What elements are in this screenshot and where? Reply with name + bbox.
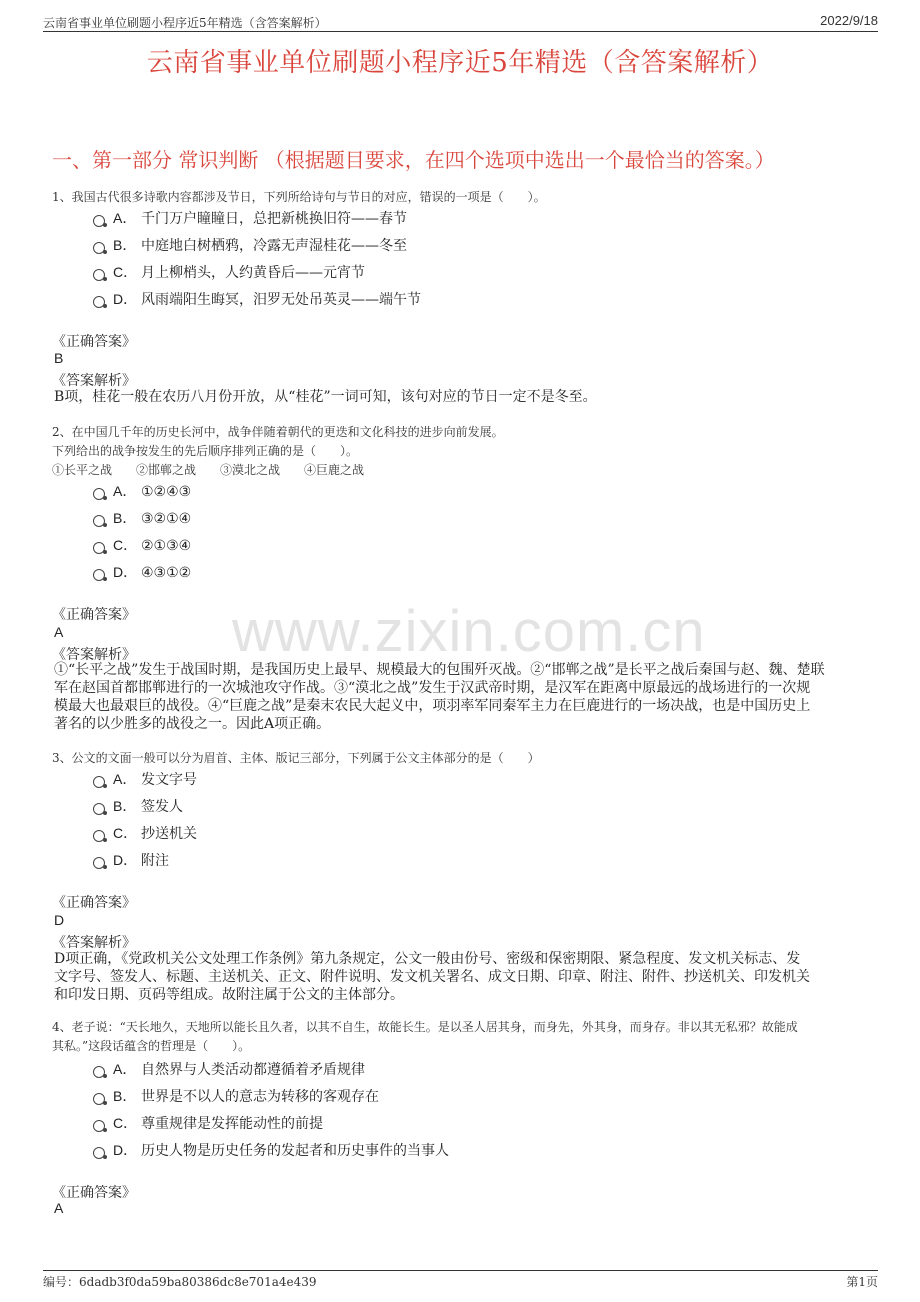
option-text: 自然界与人类活动都遵循着矛盾规律 (141, 1062, 365, 1078)
document-title: 云南省事业单位刷题小程序近5年精选（含答案解析） (146, 48, 774, 78)
radio-icon[interactable] (93, 515, 105, 527)
radio-icon[interactable] (93, 776, 105, 788)
q3-analysis-label: 《答案解析》 (52, 935, 136, 951)
radio-icon[interactable] (93, 1093, 105, 1105)
q4-option-d[interactable] (93, 1140, 449, 1160)
option-letter: B． (113, 1088, 137, 1104)
analysis-line: 文字号、签发人、标题、主送机关、正文、附件说明、发文机关署名、成文日期、印章、附注、附件、抄送机关、印发机关 (54, 969, 810, 985)
radio-icon[interactable] (93, 569, 105, 581)
q4-option-c[interactable] (93, 1113, 323, 1133)
q1-option-d[interactable] (93, 289, 421, 309)
radio-icon[interactable] (93, 488, 105, 500)
radio-icon[interactable] (93, 803, 105, 815)
q1-analysis (54, 388, 884, 406)
radio-icon[interactable] (93, 1066, 105, 1078)
q3-option-c[interactable] (93, 823, 197, 843)
question-4-stem (52, 1018, 882, 1056)
option-text: 月上柳梢头，人约黄昏后——元宵节 (141, 265, 365, 281)
q3-answer-label: 《正确答案》 (52, 895, 136, 911)
analysis-line: 军在赵国首都邯郸进行的一次城池攻守作战。③“漠北之战”发生于汉武帝时期，是汉军在距离中原最远的战场进行的一次规 (54, 680, 811, 696)
stem-line: 下列给出的战争按发生的先后顺序排列正确的是（ ）。 (52, 444, 359, 458)
q3-option-a[interactable] (93, 769, 197, 789)
radio-icon[interactable] (93, 857, 105, 869)
q4-option-a[interactable] (93, 1059, 365, 1079)
option-text: ②①③④ (141, 538, 192, 554)
q1-option-b[interactable] (93, 235, 407, 255)
option-letter: A． (113, 483, 137, 499)
q2-option-b[interactable] (93, 508, 191, 528)
analysis-line: 模最大也最艰巨的战役。④“巨鹿之战”是秦末农民大起义中，项羽率军同秦军主力在巨鹿进行的一场决战，也是中国历史上 (54, 698, 811, 714)
stem-line: 4、老子说：“天长地久，天地所以能长且久者，以其不自生，故能长生。是以圣人居其身，而身先，外其身，而身存。非以其无私邪？故能成 (52, 1020, 798, 1034)
analysis-line: B项，桂花一般在农历八月份开放，从“桂花”一词可知，该句对应的节日一定不是冬至。 (54, 389, 597, 405)
option-letter: C． (113, 825, 138, 841)
q3-analysis (54, 950, 884, 1004)
option-letter: B． (113, 237, 137, 253)
stem-line: 2、在中国几千年的历史长河中，战争伴随着朝代的更迭和文化科技的进步向前发展。 (52, 425, 504, 439)
q2-analysis-label: 《答案解析》 (52, 647, 136, 663)
option-text: 世界是不以人的意志为转移的客观存在 (141, 1089, 379, 1105)
option-letter: C． (113, 537, 138, 553)
option-text: 中庭地白树栖鸦，冷露无声湿桂花——冬至 (141, 238, 407, 254)
radio-icon[interactable] (93, 296, 105, 308)
page-footer (43, 1270, 878, 1289)
radio-icon[interactable] (93, 269, 105, 281)
q4-answer: A (54, 1200, 64, 1216)
option-letter: D． (113, 852, 138, 868)
option-text: 千门万户瞳瞳日，总把新桃换旧符——春节 (141, 211, 407, 227)
stem-line: 1、我国古代很多诗歌内容都涉及节日，下列所给诗句与节日的对应，错误的一项是（ ）。 (52, 190, 546, 204)
option-letter: B． (113, 798, 137, 814)
option-letter: A． (113, 1061, 137, 1077)
radio-icon[interactable] (93, 1120, 105, 1132)
q3-option-b[interactable] (93, 796, 183, 816)
option-text: 历史人物是历史任务的发起者和历史事件的当事人 (141, 1143, 449, 1159)
q2-option-a[interactable] (93, 481, 191, 501)
radio-icon[interactable] (93, 1147, 105, 1159)
q1-answer-label: 《正确答案》 (52, 334, 136, 350)
option-letter: D． (113, 564, 138, 580)
option-letter: B． (113, 510, 137, 526)
option-text: ①②④③ (141, 484, 192, 500)
option-text: 发文字号 (141, 772, 197, 788)
question-2-stem (52, 423, 882, 480)
option-text: 签发人 (141, 799, 183, 815)
question-3-stem (52, 749, 882, 768)
option-text: 尊重规律是发挥能动性的前提 (141, 1116, 323, 1132)
option-text: 风雨端阳生晦冥，汨罗无处吊英灵——端午节 (141, 292, 421, 308)
analysis-line: D项正确，《党政机关公文处理工作条例》第九条规定，公文一般由份号、密级和保密期限、紧急程度、发文机关标志、发 (54, 951, 801, 967)
q2-option-c[interactable] (93, 535, 191, 555)
stem-line: 其私。”这段话蕴含的哲理是（ ）。 (52, 1039, 251, 1053)
q1-answer: B (54, 350, 64, 366)
option-text: ③②①④ (141, 511, 192, 527)
option-letter: C． (113, 1115, 138, 1131)
q2-analysis (54, 661, 884, 733)
analysis-line: ①“长平之战”发生于战国时期，是我国历史上最早、规模最大的包围歼灭战。②“邯郸之战”是长平之战后秦国与赵、魏、楚联 (54, 662, 825, 678)
analysis-line: 和印发日期、页码等组成。故附注属于公文的主体部分。 (54, 987, 404, 1003)
section-title: 一、第一部分 常识判断 （根据题目要求，在四个选项中选出一个最恰当的答案。） (52, 148, 775, 172)
q1-analysis-label: 《答案解析》 (52, 373, 136, 389)
watermark: www.zixin.com.cn (232, 599, 706, 664)
option-letter: A． (113, 210, 137, 226)
analysis-line: 著名的以少胜多的战役之一。因此A项正确。 (54, 716, 331, 732)
radio-icon[interactable] (93, 242, 105, 254)
stem-line: 3、公文的文面一般可以分为眉首、主体、版记三部分，下列属于公文主体部分的是（ ） (52, 751, 540, 765)
option-letter: C． (113, 264, 138, 280)
q1-option-a[interactable] (93, 208, 407, 228)
document-id: 编号：6dadb3f0da59ba80386dc8e701a4e439 (43, 1275, 317, 1289)
q4-answer-label: 《正确答案》 (52, 1185, 136, 1201)
option-letter: A． (113, 771, 137, 787)
radio-icon[interactable] (93, 830, 105, 842)
option-text: 抄送机关 (141, 826, 197, 842)
radio-icon[interactable] (93, 215, 105, 227)
q2-answer: A (54, 624, 64, 640)
option-letter: D． (113, 1142, 138, 1158)
option-letter: D． (113, 291, 138, 307)
header-date: 2022/9/18 (820, 13, 878, 28)
question-1-stem (52, 188, 882, 207)
option-text: ④③①② (141, 565, 192, 581)
q2-answer-label: 《正确答案》 (52, 607, 136, 623)
q3-option-d[interactable] (93, 850, 169, 870)
q1-option-c[interactable] (93, 262, 365, 282)
q3-answer: D (54, 912, 65, 928)
header-title: 云南省事业单位刷题小程序近5年精选（含答案解析） (43, 16, 327, 30)
page-header (43, 13, 878, 32)
q4-option-b[interactable] (93, 1086, 379, 1106)
stem-line: ①长平之战 ②邯郸之战 ③漠北之战 ④巨鹿之战 (52, 463, 365, 477)
q2-option-d[interactable] (93, 562, 191, 582)
option-text: 附注 (141, 853, 169, 869)
page-number: 第1页 (846, 1275, 878, 1289)
radio-icon[interactable] (93, 542, 105, 554)
